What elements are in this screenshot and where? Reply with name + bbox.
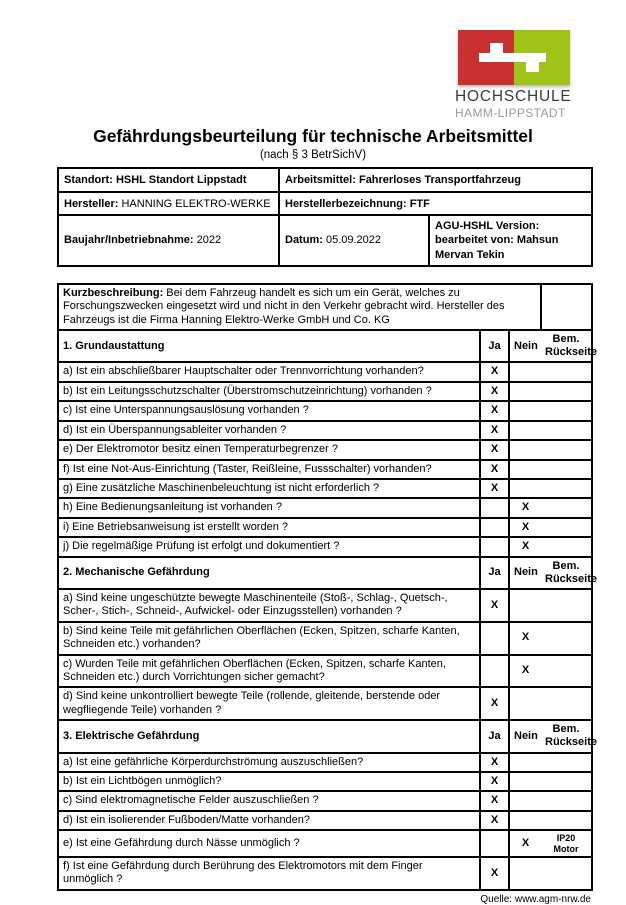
section-header-row	[58, 720, 592, 752]
question-row	[58, 537, 592, 556]
column-header-bem-line1: Bem.	[552, 559, 580, 572]
hersteller-value: HANNING ELEKTRO-WERKE	[121, 197, 271, 210]
datum-value: 05.09.2022	[325, 234, 382, 247]
question-cell: e) Ist eine Gefährdung durch Nässe unmöglich ?	[58, 830, 480, 857]
question-cell: c) Wurden Teile mit gefährlichen Oberflächen (Ecken, Spitzen, scharfe Kanten, Schneiden etc.) durch Vorrichtungen sicher gemacht?	[58, 655, 480, 688]
question-row	[58, 791, 592, 810]
column-header-ja: Ja	[480, 557, 509, 589]
question-row	[58, 460, 592, 479]
baujahr-label: Baujahr/Inbetriebnahme:	[64, 234, 194, 247]
question-cell: g) Eine zusätzliche Maschinenbeleuchtung ist nicht erforderlich ?	[58, 479, 480, 498]
question-cell: b) Ist ein Leitungsschutzschalter (Überstromschutzeinrichtung) vorhanden ?	[58, 382, 480, 401]
question-row	[58, 589, 592, 622]
ja-checkbox: X	[490, 697, 499, 710]
logo-text-hochschule: HOCHSCHULE	[455, 88, 572, 105]
section-title: 3. Elektrische Gefährdung	[58, 720, 480, 752]
question-cell: a) Ist eine gefährliche Körperdurchströmung auszuschließen?	[58, 753, 480, 772]
question-row	[58, 440, 592, 459]
nein-checkbox: X	[521, 631, 530, 644]
question-cell: c) Ist eine Unterspannungsauslösung vorhanden ?	[58, 401, 480, 420]
kurzbeschreibung-label: Kurzbeschreibung:	[63, 286, 164, 299]
column-header-bem-line2: Rückseite	[545, 736, 597, 749]
hshl-logo	[455, 30, 573, 120]
ja-checkbox: X	[490, 866, 499, 879]
column-header-nein: Nein	[509, 720, 541, 752]
baujahr-cell	[58, 215, 279, 266]
ja-checkbox: X	[490, 598, 499, 611]
ja-checkbox: X	[490, 384, 499, 397]
kurzbeschreibung-empty-cell	[541, 284, 592, 330]
datum-cell	[279, 215, 429, 266]
column-header-bem-line1: Bem.	[552, 723, 580, 736]
assessment-table-body	[58, 284, 597, 890]
column-header-bem-line2: Rückseite	[545, 346, 597, 359]
herstellerbezeichnung-cell	[279, 192, 592, 215]
question-cell: d) Ist ein Überspannungsableiter vorhanden ?	[58, 421, 480, 440]
nein-checkbox: X	[521, 664, 530, 677]
source-note: Quelle: www.agm-nrw.de	[480, 893, 591, 905]
standort-cell	[58, 168, 279, 192]
ja-checkbox: X	[490, 404, 499, 417]
question-row	[58, 772, 592, 791]
column-header-ja: Ja	[480, 720, 509, 752]
arbeitsmittel-cell	[279, 168, 592, 192]
nein-checkbox: X	[521, 501, 530, 514]
question-row	[58, 518, 592, 537]
logo-green-square	[514, 30, 570, 85]
nein-checkbox: X	[521, 540, 530, 553]
datum-label: Datum:	[285, 234, 323, 247]
section-header-row	[58, 330, 592, 362]
question-cell: f) Ist eine Gefährdung durch Berührung des Elektromotors mit dem Finger unmöglich ?	[58, 857, 480, 890]
kurzbeschreibung-text: Bei dem Fahrzeug handelt es sich um ein Gerät, welches zu Forschungszwecken eingesetzt wird und nicht in den Verkehr gebracht wird. Hersteller des Fahrzeugs ist die Firma Hanning Elektro-Werke GmbH und Co. KG	[63, 286, 505, 326]
section-header-row	[58, 557, 592, 589]
ja-checkbox: X	[490, 365, 499, 378]
column-header-bem-line2: Rückseite	[545, 572, 597, 585]
assessment-table	[57, 283, 597, 891]
column-header-ja: Ja	[480, 330, 509, 362]
column-header-nein: Nein	[509, 330, 541, 362]
logo-text-hamm-lippstadt: HAMM-LIPPSTADT	[455, 106, 566, 120]
ja-checkbox: X	[490, 481, 499, 494]
arbeitsmittel-label: Arbeitsmittel:	[285, 174, 356, 186]
version-line2: bearbeitet von: Mahsun Mervan Tekin	[435, 234, 559, 261]
bem-note: IP20 Motor	[553, 833, 579, 854]
standort-value: HSHL Standort Lippstadt	[115, 174, 247, 186]
section-title: 2. Mechanische Gefährdung	[58, 557, 480, 589]
question-row	[58, 857, 592, 890]
info-row-standort	[58, 168, 592, 192]
ja-checkbox: X	[490, 813, 499, 826]
question-row	[58, 622, 592, 655]
nein-checkbox: X	[521, 836, 530, 849]
question-cell: h) Eine Bedienungsanleitung ist vorhanden ?	[58, 498, 480, 517]
question-cell: b) Ist ein Lichtbögen unmöglich?	[58, 772, 480, 791]
question-cell: f) Ist eine Not-Aus-Einrichtung (Taster, Reißleine, Fussschalter) vorhanden?	[58, 460, 480, 479]
nein-checkbox: X	[521, 520, 530, 533]
question-cell: j) Die regelmäßige Prüfung ist erfolgt und dokumentiert ?	[58, 537, 480, 556]
kurzbeschreibung-row	[58, 284, 592, 330]
column-header-bem	[541, 720, 597, 752]
question-row	[58, 401, 592, 420]
page-title: Gefährdungsbeurteilung für technische Arbeitsmittel	[93, 126, 533, 146]
section-title: 1. Grundaustattung	[58, 330, 480, 362]
question-cell: i) Eine Betriebsanweisung ist erstellt worden ?	[58, 518, 480, 537]
question-row	[58, 498, 592, 517]
question-row	[58, 479, 592, 498]
question-cell: d) Sind keine unkontrolliert bewegte Teile (rollende, gleitende, berstende oder wegfliegende Teile) vorhanden ?	[58, 687, 480, 720]
column-header-bem-line1: Bem.	[552, 333, 580, 346]
question-cell: a) Sind keine ungeschützte bewegte Maschinenteile (Stoß-, Schlag-, Quetsch-, Scher-, Stich-, Schneid-, Aufwickel- oder Einzugsstellen) vorhanden ?	[58, 589, 480, 622]
question-cell: d) Ist ein isolierender Fußboden/Matte vorhanden?	[58, 811, 480, 830]
hersteller-label: Hersteller:	[64, 197, 119, 210]
question-cell: b) Sind keine Teile mit gefährlichen Oberflächen (Ecken, Spitzen, scharfe Kanten, Schneiden etc.) vorhanden?	[58, 622, 480, 655]
question-row	[58, 655, 592, 688]
hshl-logo-icon	[458, 30, 570, 85]
ja-checkbox: X	[490, 443, 499, 456]
question-cell: c) Sind elektromagnetische Felder auszuschließen ?	[58, 791, 480, 810]
question-row	[58, 382, 592, 401]
question-cell: e) Der Elektromotor besitz einen Temperaturbegrenzer ?	[58, 440, 480, 459]
ja-checkbox: X	[490, 462, 499, 475]
herstellerbezeichnung-label: Herstellerbezeichnung:	[285, 197, 407, 210]
herstellerbezeichnung-value: FTF	[409, 197, 430, 210]
kurzbeschreibung-cell	[58, 284, 541, 330]
standort-label: Standort:	[64, 174, 113, 186]
version-cell	[429, 215, 592, 266]
baujahr-value: 2022	[196, 234, 222, 247]
question-row	[58, 830, 592, 857]
question-row	[58, 811, 592, 830]
arbeitsmittel-value: Fahrerloses Transportfahrzeug	[358, 174, 521, 186]
column-header-nein: Nein	[509, 557, 541, 589]
ja-checkbox: X	[490, 423, 499, 436]
ja-checkbox: X	[490, 794, 499, 807]
question-row	[58, 753, 592, 772]
column-header-bem	[541, 557, 597, 589]
logo-red-square	[458, 30, 514, 85]
question-cell: a) Ist ein abschließbarer Hauptschalter oder Trennvorrichtung vorhanden?	[58, 362, 480, 381]
column-header-bem	[541, 330, 597, 362]
hersteller-cell	[58, 192, 279, 215]
ja-checkbox: X	[490, 755, 499, 768]
info-row-baujahr	[58, 215, 592, 266]
question-row	[58, 362, 592, 381]
info-row-hersteller	[58, 192, 592, 215]
info-table	[57, 167, 593, 267]
page-subtitle: (nach § 3 BetrSichV)	[259, 149, 367, 161]
ja-checkbox: X	[490, 774, 499, 787]
question-row	[58, 421, 592, 440]
question-row	[58, 687, 592, 720]
version-line1: AGU-HSHL Version:	[435, 220, 540, 232]
